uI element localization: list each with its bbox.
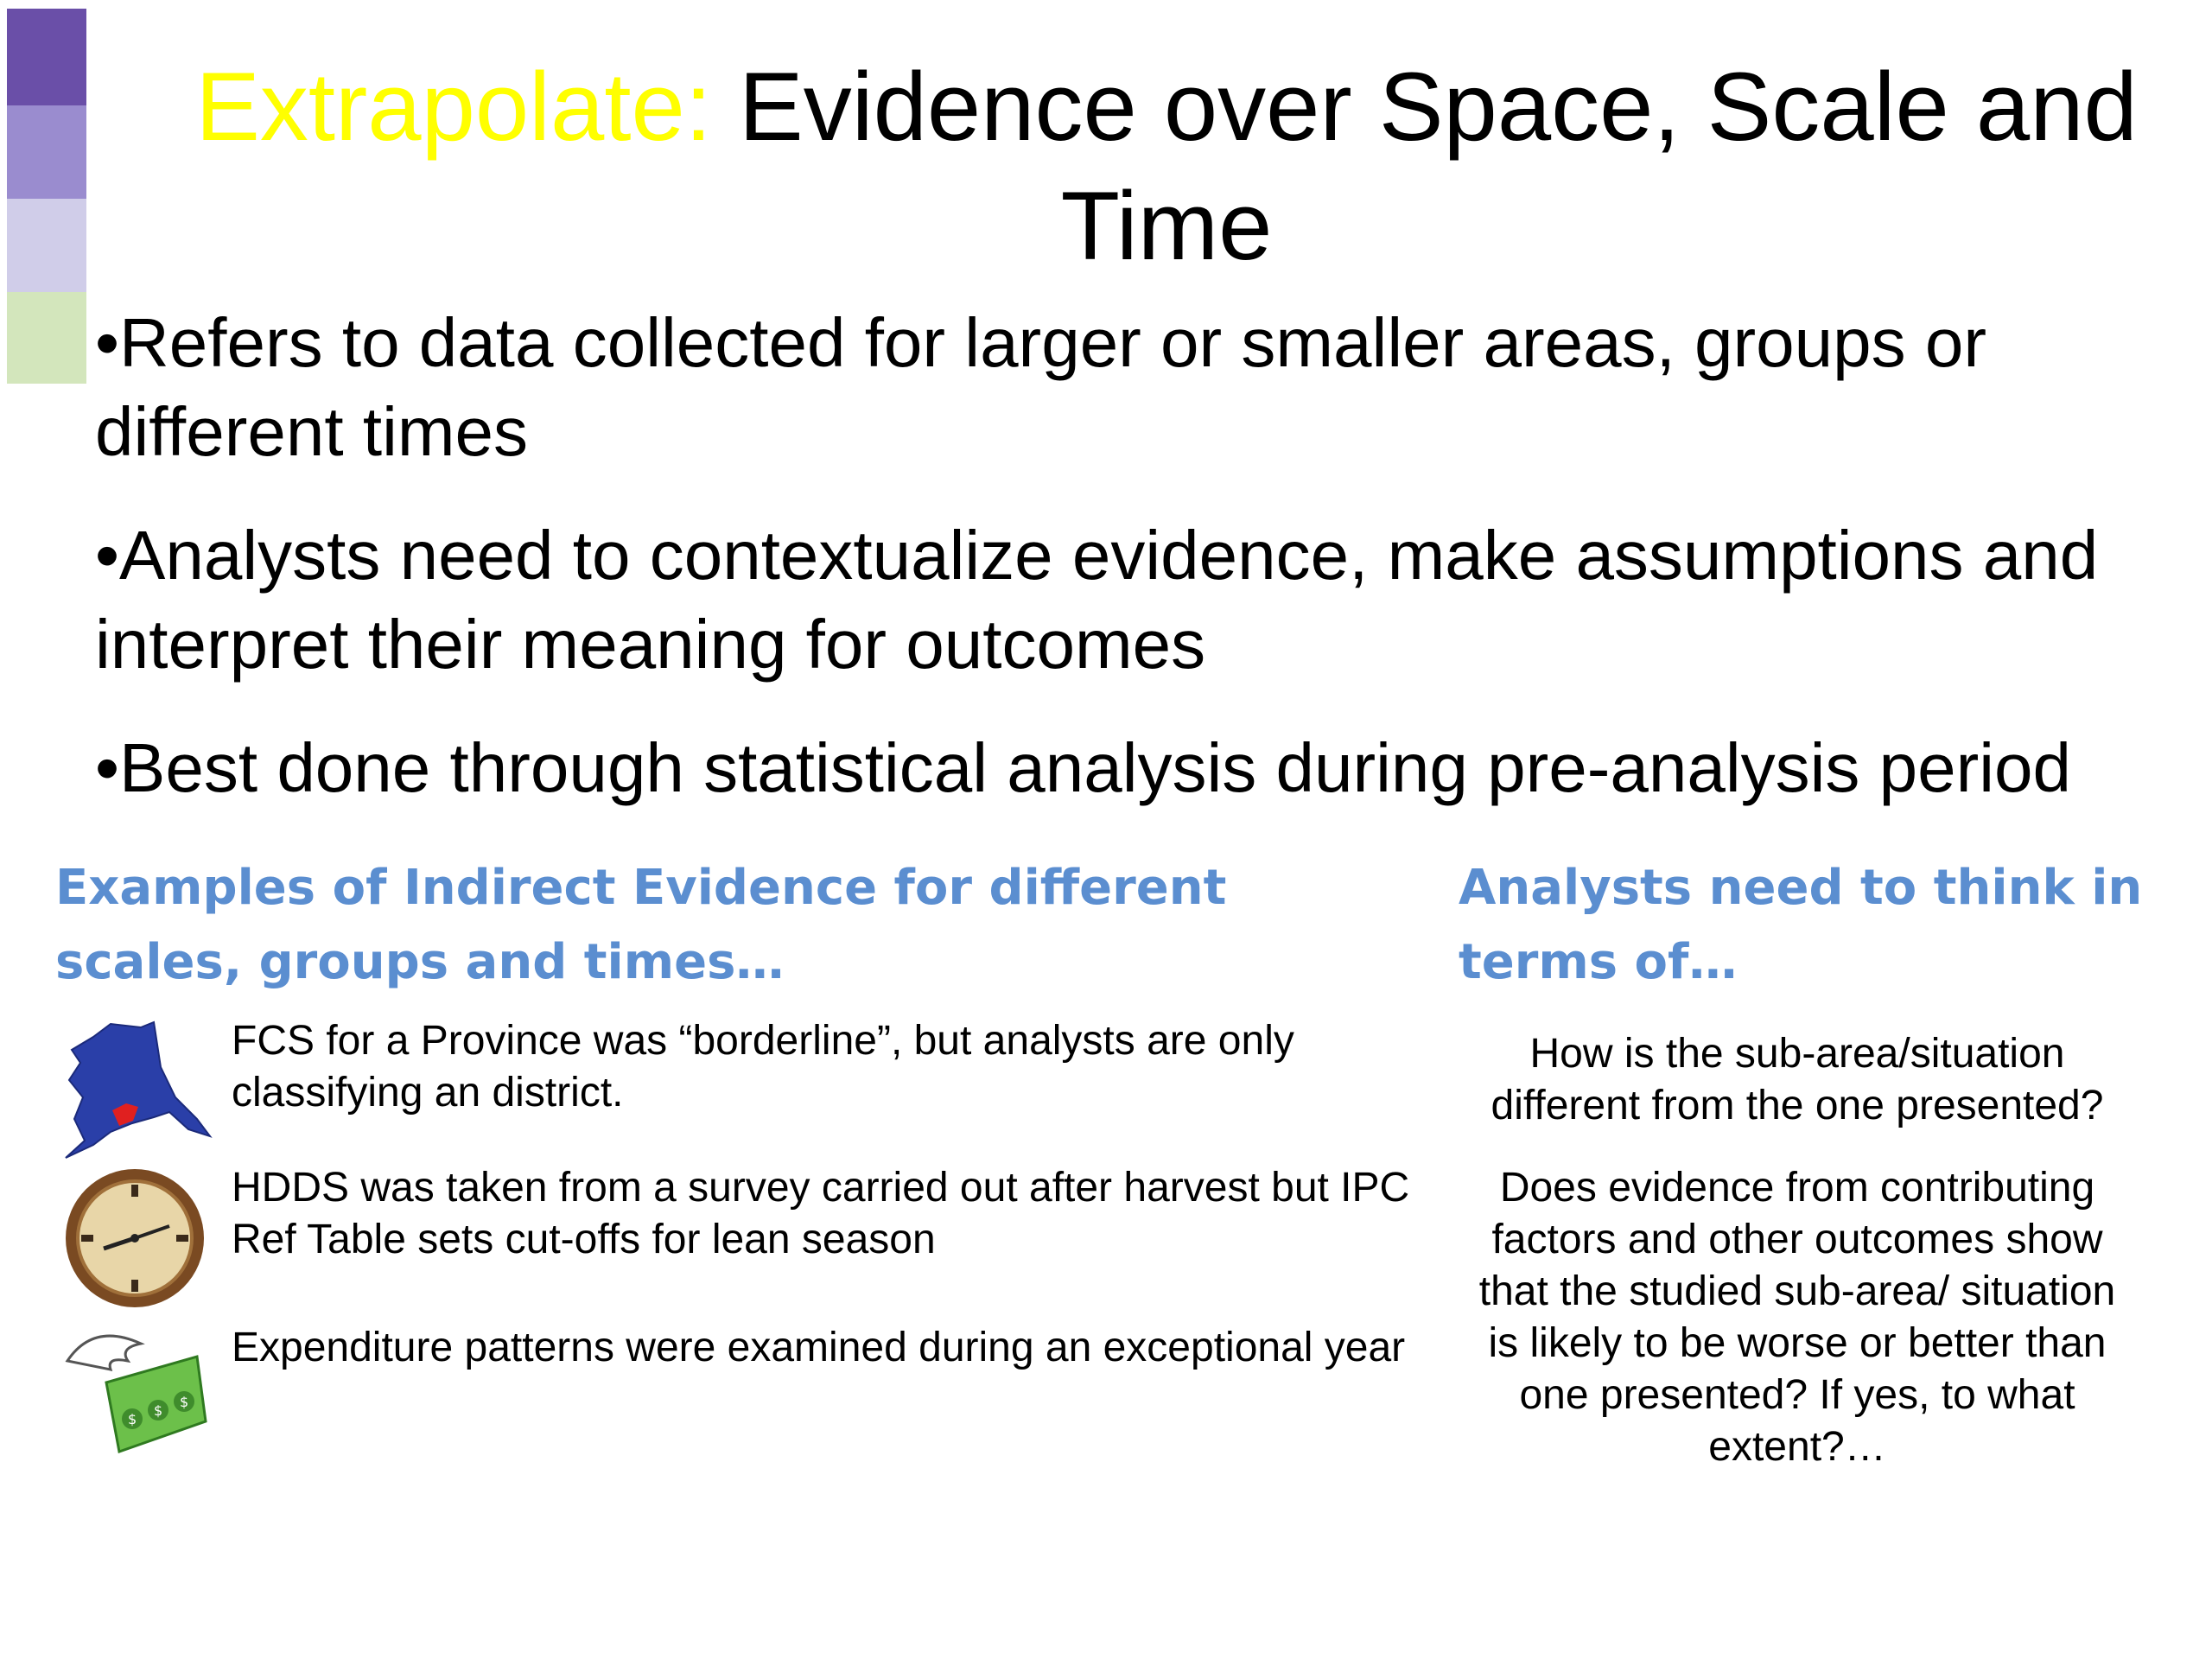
bullet-item: •Analysts need to contextualize evidence, make assumptions and interpret their meaning for outcomes	[95, 517, 2099, 683]
example-item-1	[59, 1015, 1372, 1162]
examples-heading: Examples of Indirect Evidence for different scales, groups and times…	[55, 860, 1227, 990]
accent-bar-2	[7, 105, 86, 199]
accent-bar-3	[7, 199, 86, 292]
flying-money-icon	[59, 1322, 214, 1469]
accent-bar-1	[7, 9, 86, 105]
question-item-2: Does evidence from contributing factors and other outcomes show that the studied sub-area/ situation is likely to be worse or better than one presented? If yes, to what extent?…	[1478, 1165, 2116, 1470]
example-item-3	[59, 1322, 1406, 1469]
alaska-map-icon	[59, 1015, 214, 1162]
svg-text:$: $	[154, 1402, 163, 1419]
example-text: FCS for a Province was “borderline”, but analysts are only classifying an district.	[232, 1018, 1294, 1116]
slide-title	[104, 48, 2212, 286]
example-text: HDDS was taken from a survey carried out after harvest but IPC Ref Table sets cut-offs for lean season	[232, 1165, 1410, 1262]
questions-heading: Analysts need to think in terms of…	[1459, 860, 2143, 990]
title-rest: Evidence over Space, Scale and Time	[711, 53, 2138, 280]
clock-icon	[59, 1162, 214, 1309]
accent-bar-4	[7, 292, 86, 384]
bullet-item: •Refers to data collected for larger or smaller areas, groups or different times	[95, 304, 1986, 470]
svg-text:$: $	[128, 1411, 137, 1427]
example-text: Expenditure patterns were examined during an exceptional year	[232, 1325, 1406, 1370]
svg-text:$: $	[180, 1394, 189, 1410]
bullet-list	[95, 298, 2203, 847]
example-item-2	[59, 1162, 1410, 1309]
question-item-1: How is the sub-area/situation different from the one presented?	[1491, 1031, 2104, 1128]
bullet-item: •Best done through statistical analysis during pre-analysis period	[95, 729, 2072, 806]
title-highlight: Extrapolate:	[195, 53, 712, 161]
